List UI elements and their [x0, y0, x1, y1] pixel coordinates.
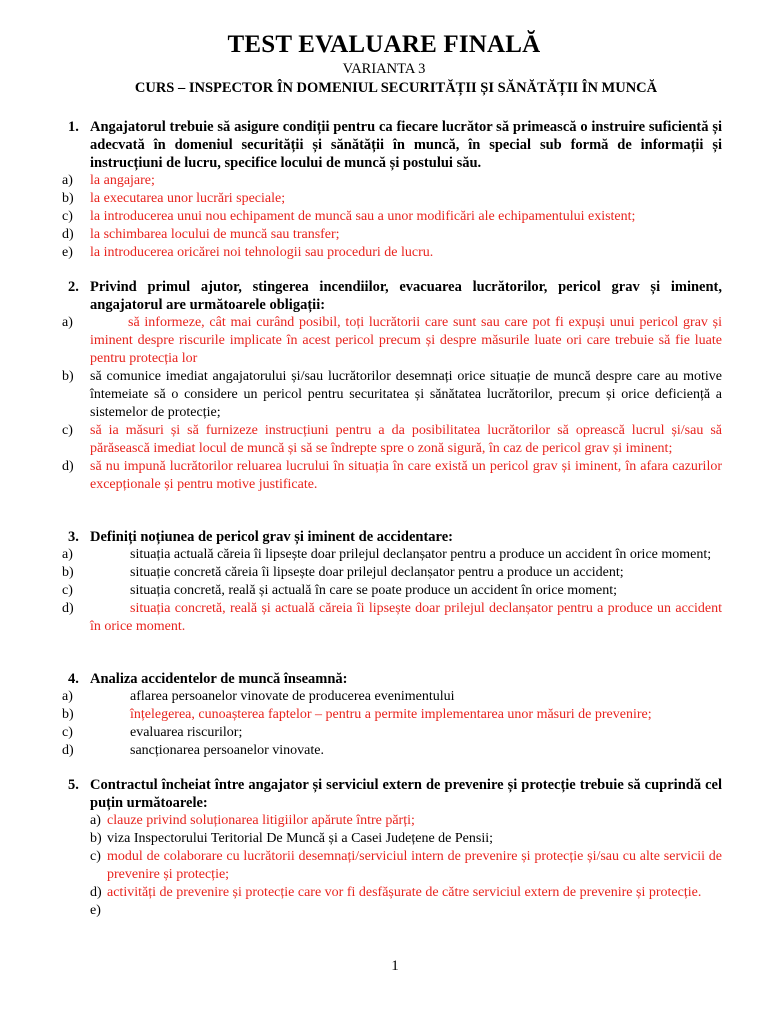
option-letter: a) — [62, 547, 73, 562]
option-d — [62, 458, 722, 494]
question-text: Definiți noțiunea de pericol grav și iminent de accidentare: — [90, 529, 453, 545]
option-b — [62, 564, 722, 582]
option-letter: b) — [90, 831, 102, 846]
option-letter: d) — [62, 743, 74, 758]
question-1 — [62, 118, 722, 262]
option-c — [62, 208, 722, 226]
option-letter: a) — [90, 813, 101, 828]
option-b — [62, 368, 722, 422]
option-text: la executarea unor lucrări speciale; — [90, 191, 286, 206]
option-d — [90, 884, 722, 902]
question-number: 3. — [68, 529, 79, 545]
option-c — [90, 848, 722, 884]
option-text: la introducerea oricărei noi tehnologii sau proceduri de lucru. — [90, 245, 434, 260]
option-letter: a) — [62, 173, 73, 188]
option-text: viza Inspectorului Teritorial De Muncă și a Casei Județene de Pensii; — [107, 831, 493, 846]
option-text: înțelegerea, cunoașterea faptelor – pentru a permite implementarea unor măsuri de prevenire; — [130, 707, 652, 722]
option-text: aflarea persoanelor vinovate de producerea evenimentului — [130, 689, 455, 704]
option-text: la introducerea unui nou echipament de muncă sau a unor modificări ale echipamentului existent; — [90, 209, 636, 224]
option-text: situație concretă căreia îi lipsește doar prilejul declanșator pentru a produce un accident; — [130, 565, 624, 580]
option-b — [90, 830, 722, 848]
option-letter: a) — [62, 315, 73, 330]
option-text: activități de prevenire și protecție care vor fi desfășurate de către serviciul extern de prevenire și protecție. — [107, 885, 702, 900]
option-letter: e) — [90, 903, 101, 918]
option-text: situația concretă, reală și actuală în care se poate produce un accident în orice moment; — [130, 583, 618, 598]
option-text: să comunice imediat angajatorului și/sau lucrătorilor desemnați orice situație de muncă despre care au motive întemeiate să o considere un pericol pentru securitatea și sănătatea lucrătorilor, precum și orice deficiență a sistemelor de protecție; — [90, 369, 722, 420]
option-letter: d) — [62, 601, 74, 616]
question-text: Contractul încheiat între angajator și serviciul extern de prevenire și protecție trebuie să cuprindă cel puțin următoarele: — [90, 777, 722, 811]
option-d — [62, 226, 722, 244]
question-text: Analiza accidentelor de muncă înseamnă: — [90, 671, 348, 687]
option-e — [90, 902, 722, 920]
option-letter: b) — [62, 707, 74, 722]
question-2 — [62, 278, 722, 494]
option-text: la schimbarea locului de muncă sau transfer; — [90, 227, 340, 242]
question-number: 5. — [68, 777, 79, 793]
option-a — [62, 314, 722, 368]
option-letter: c) — [62, 725, 73, 740]
option-b — [62, 190, 722, 208]
option-letter: e) — [62, 245, 73, 260]
variant-label: VARIANTA 3 — [342, 61, 426, 77]
option-text: clauze privind soluționarea litigiilor apărute între părți; — [107, 813, 415, 828]
option-b — [62, 706, 722, 724]
question-number: 2. — [68, 279, 79, 295]
option-text: situația actuală căreia îi lipsește doar prilejul declanșator pentru a produce un accident în orice moment; — [130, 547, 712, 562]
option-c — [62, 582, 722, 600]
option-text: la angajare; — [90, 173, 155, 188]
option-e — [62, 244, 722, 262]
option-letter: b) — [62, 191, 74, 206]
question-number: 4. — [68, 671, 79, 687]
question-text: Privind primul ajutor, stingerea incendiilor, evacuarea lucrătorilor, pericol grav și iminent, angajatorul are următoarele obligații: — [90, 279, 722, 313]
option-letter: c) — [62, 209, 73, 224]
option-a — [62, 688, 722, 706]
option-d — [62, 742, 722, 760]
question-4 — [62, 670, 722, 760]
question-5 — [68, 776, 722, 920]
option-text: să ia măsuri și să furnizeze instrucțiuni pentru a da posibilitatea lucrătorilor să oprească lucrul și/sau să părăsească imediat locul de muncă și să se îndrepte spre o zonă sigură, în caz de pericol grav și iminent; — [90, 423, 722, 456]
option-letter: d) — [90, 885, 102, 900]
option-text: sancționarea persoanelor vinovate. — [130, 743, 324, 758]
option-letter: b) — [62, 565, 74, 580]
option-d — [62, 600, 722, 636]
course-title: CURS – INSPECTOR ÎN DOMENIUL SECURITĂȚII ȘI SĂNĂTĂȚII ÎN MUNCĂ — [134, 80, 658, 96]
option-letter: c) — [62, 583, 73, 598]
option-text: să informeze, cât mai curând posibil, toți lucrătorii care sunt sau care pot fi expuși unui pericol grav și iminent despre riscurile implicate în acest pericol precum și despre măsurile luate ori care trebuie să fie luate pentru protecția lor — [90, 315, 722, 366]
option-text: modul de colaborare cu lucrătorii desemnați/serviciul intern de prevenire și protecție și/sau cu alte servicii de prevenire și protecție; — [107, 849, 722, 882]
option-a — [62, 172, 722, 190]
option-text: situația concretă, reală și actuală căreia îi lipsește doar prilejul declanșator pentru a produce un accident în orice moment. — [90, 601, 722, 634]
option-text: să nu impună lucrătorilor reluarea lucrului în situația în care există un pericol grav și iminent, în afara cazurilor excepționale și pentru motive justificate. — [90, 459, 722, 492]
page-number: 1 — [391, 958, 399, 974]
option-c — [62, 724, 722, 742]
option-letter: a) — [62, 689, 73, 704]
page-title: TEST EVALUARE FINALĂ — [227, 31, 541, 58]
option-letter: c) — [90, 849, 101, 864]
option-letter: c) — [62, 423, 73, 438]
option-c — [62, 422, 722, 458]
option-letter: d) — [62, 227, 74, 242]
option-a — [90, 812, 722, 830]
option-text: evaluarea riscurilor; — [130, 725, 243, 740]
option-a — [62, 546, 722, 564]
question-text: Angajatorul trebuie să asigure condiții pentru ca fiecare lucrător să primească o instruire suficientă și adecvată în domeniul securității și sănătății în muncă, în special sub formă de informații și instrucțiuni de lucru, specifice locului de muncă și postului său. — [90, 119, 722, 171]
option-letter: d) — [62, 459, 74, 474]
option-letter: b) — [62, 369, 74, 384]
question-3 — [62, 528, 722, 636]
question-number: 1. — [68, 119, 79, 135]
